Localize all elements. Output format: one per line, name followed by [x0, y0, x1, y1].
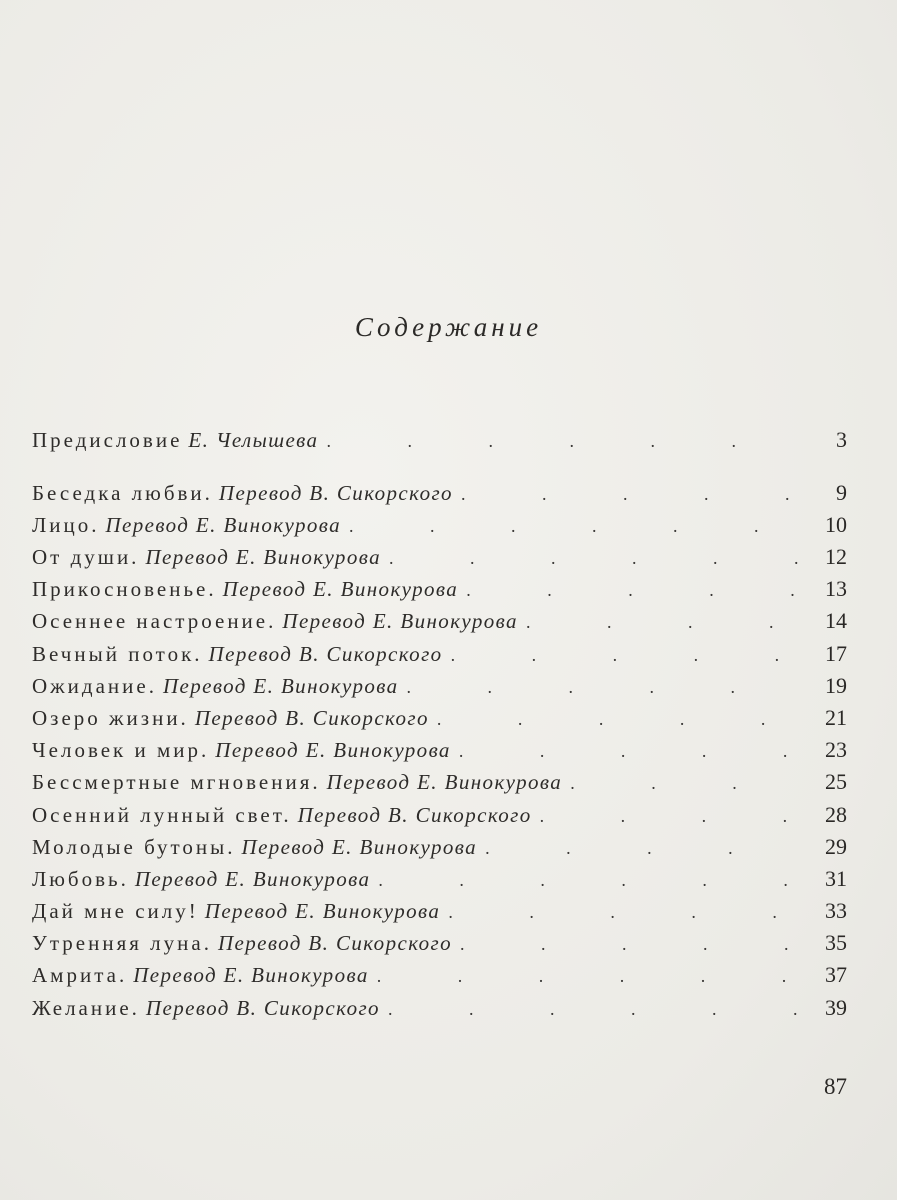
- toc-entry: [32, 605, 847, 637]
- translator: Перевод Е. Винокурова: [326, 770, 563, 794]
- work-title: Лицо.: [32, 513, 100, 537]
- work-title: Утренняя луна.: [32, 931, 212, 955]
- work-title: От души.: [32, 545, 140, 569]
- translator: Перевод Е. Винокурова: [145, 545, 381, 569]
- translator: Перевод Е. Винокурова: [105, 513, 342, 537]
- toc-entry: [32, 670, 847, 702]
- toc-entry: [32, 766, 847, 798]
- work-title: Озеро жизни.: [32, 706, 189, 730]
- page-number: 25: [825, 769, 847, 794]
- page-number: 9: [836, 480, 847, 505]
- work-title: Любовь.: [32, 867, 129, 891]
- toc-entry: [32, 573, 847, 605]
- work-title: Ожидание.: [32, 674, 157, 698]
- toc-entry: [32, 992, 847, 1024]
- work-title: Дай мне силу!: [32, 899, 199, 923]
- toc-entry: [32, 638, 847, 670]
- contents-heading: Содержание: [354, 312, 543, 342]
- work-title: Вечный поток.: [32, 642, 203, 666]
- dot-leader: [377, 960, 805, 992]
- translator: Перевод В. Сикорского: [297, 803, 532, 827]
- translator: Перевод Е. Винокурова: [204, 899, 441, 923]
- page-number: 37: [825, 962, 847, 987]
- work-title: Бессмертные мгновения.: [32, 770, 321, 794]
- translator: Е. Челышева: [188, 428, 319, 452]
- toc-entry: [32, 959, 847, 991]
- work-title: Прикосновенье.: [32, 577, 217, 601]
- dot-leader: [389, 542, 805, 574]
- translator: Перевод В. Сикорского: [145, 996, 380, 1020]
- toc-entry: [32, 927, 847, 959]
- dot-leader: [461, 478, 805, 510]
- toc-entry: [32, 831, 847, 863]
- toc-entry: [32, 477, 847, 509]
- page-number: 33: [825, 898, 847, 923]
- page-number: 31: [825, 866, 847, 891]
- translator: Перевод Е. Винокурова: [162, 674, 399, 698]
- page-number: 17: [825, 641, 847, 666]
- translator: Перевод Е. Винокурова: [215, 738, 451, 762]
- page-number: 3: [836, 427, 847, 452]
- dot-leader: [407, 671, 805, 703]
- page-number: 19: [825, 673, 847, 698]
- work-title: Человек и мир.: [32, 738, 210, 762]
- dot-leader: [570, 767, 805, 799]
- translator: Перевод В. Сикорского: [208, 642, 443, 666]
- dot-leader: [459, 735, 805, 767]
- translator: Перевод Е. Винокурова: [134, 867, 371, 891]
- dot-leader: [437, 703, 805, 735]
- toc-entry: [32, 541, 847, 573]
- page-number: 23: [825, 737, 847, 762]
- page-number: 39: [825, 995, 847, 1020]
- work-title: Предисловие: [32, 428, 183, 452]
- work-title: Амрита.: [32, 963, 128, 987]
- toc-entry: [32, 424, 847, 456]
- dot-leader: [460, 928, 805, 960]
- dot-leader: [466, 574, 805, 606]
- dot-leader: [540, 800, 805, 832]
- work-title: Молодые бутоны.: [32, 835, 236, 859]
- toc-entry: [32, 799, 847, 831]
- dot-leader: [378, 864, 805, 896]
- translator: Перевод В. Сикорского: [217, 931, 453, 955]
- dot-leader: [349, 510, 805, 542]
- dot-leader: [485, 832, 805, 864]
- translator: Перевод Е. Винокурова: [133, 963, 369, 987]
- toc-entry: [32, 863, 847, 895]
- dot-leader: [326, 425, 805, 457]
- dot-leader: [451, 639, 805, 671]
- page-number: 13: [825, 576, 847, 601]
- dot-leader: [388, 993, 805, 1025]
- page-number: 35: [825, 930, 847, 955]
- page-number: 28: [825, 802, 847, 827]
- page-number: 21: [825, 705, 847, 730]
- toc-entry: [32, 734, 847, 766]
- translator: Перевод Е. Винокурова: [222, 577, 459, 601]
- translator: Перевод В. Сикорского: [194, 706, 429, 730]
- dot-leader: [448, 896, 805, 928]
- page-number: 29: [825, 834, 847, 859]
- page-number: 10: [825, 512, 847, 537]
- translator: Перевод Е. Винокурова: [241, 835, 478, 859]
- page-number: 12: [825, 544, 847, 569]
- work-title: Осеннее настроение.: [32, 609, 277, 633]
- work-title: Желание.: [32, 996, 140, 1020]
- translator: Перевод Е. Винокурова: [282, 609, 518, 633]
- translator: Перевод В. Сикорского: [218, 481, 453, 505]
- toc-entry: [32, 509, 847, 541]
- toc-entry: [32, 702, 847, 734]
- work-title: Осенний лунный свет.: [32, 803, 292, 827]
- work-title: Беседка любви.: [32, 481, 213, 505]
- toc-entry: [32, 895, 847, 927]
- page-number: 14: [825, 608, 847, 633]
- folio-page-number: 87: [824, 1074, 847, 1099]
- dot-leader: [526, 606, 805, 638]
